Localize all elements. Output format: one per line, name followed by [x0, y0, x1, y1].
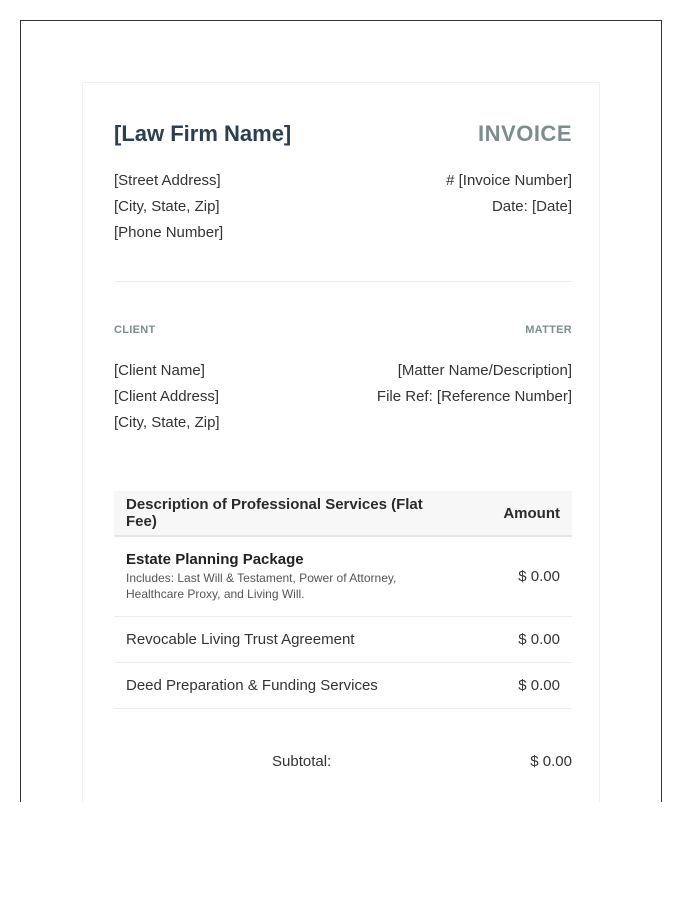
client-city: [City, State, Zip]: [114, 414, 220, 431]
subtotal-label: Subtotal:: [272, 753, 332, 770]
subtotal-value: $ 0.00: [530, 753, 572, 770]
firm-phone: [Phone Number]: [114, 224, 224, 241]
amount-column-header: Amount: [468, 491, 572, 536]
service-amount: $ 0.00: [468, 663, 572, 709]
table-header-row: [114, 491, 572, 536]
firm-name: [Law Firm Name]: [114, 121, 292, 146]
invoice-meta: [446, 168, 572, 220]
matter-info: [377, 358, 572, 410]
service-title: Revocable Living Trust Agreement: [114, 617, 468, 663]
invoice-title: INVOICE: [478, 121, 572, 146]
table-row: [114, 536, 572, 617]
matter-label: MATTER: [525, 324, 572, 336]
invoice-date: Date: [Date]: [491, 198, 572, 215]
invoice-sheet: [82, 82, 600, 802]
service-title: Estate Planning Package: [126, 551, 304, 568]
header-divider: [114, 281, 572, 282]
client-info: [114, 358, 220, 436]
table-row: [114, 663, 572, 709]
firm-address: [114, 168, 223, 246]
service-description-cell: [114, 536, 468, 617]
service-amount: $ 0.00: [468, 617, 572, 663]
client-label: CLIENT: [114, 324, 156, 336]
service-details: Includes: Last Will & Testament, Power of Attorney, Healthcare Proxy, and Living Will.: [126, 571, 397, 601]
service-amount: $ 0.00: [468, 536, 572, 617]
file-reference: File Ref: [Reference Number]: [376, 388, 572, 405]
description-column-header: Description of Professional Services (Flat Fee): [114, 491, 468, 536]
firm-street: [Street Address]: [114, 172, 221, 189]
table-row: [114, 617, 572, 663]
firm-city: [City, State, Zip]: [114, 198, 220, 215]
client-address: [Client Address]: [114, 388, 220, 405]
invoice-number: # [Invoice Number]: [446, 172, 572, 189]
client-name: [Client Name]: [114, 362, 205, 379]
matter-description: [Matter Name/Description]: [397, 362, 572, 379]
services-table: [114, 491, 572, 709]
service-title: Deed Preparation & Funding Services: [114, 663, 468, 709]
page-frame: [20, 20, 662, 802]
